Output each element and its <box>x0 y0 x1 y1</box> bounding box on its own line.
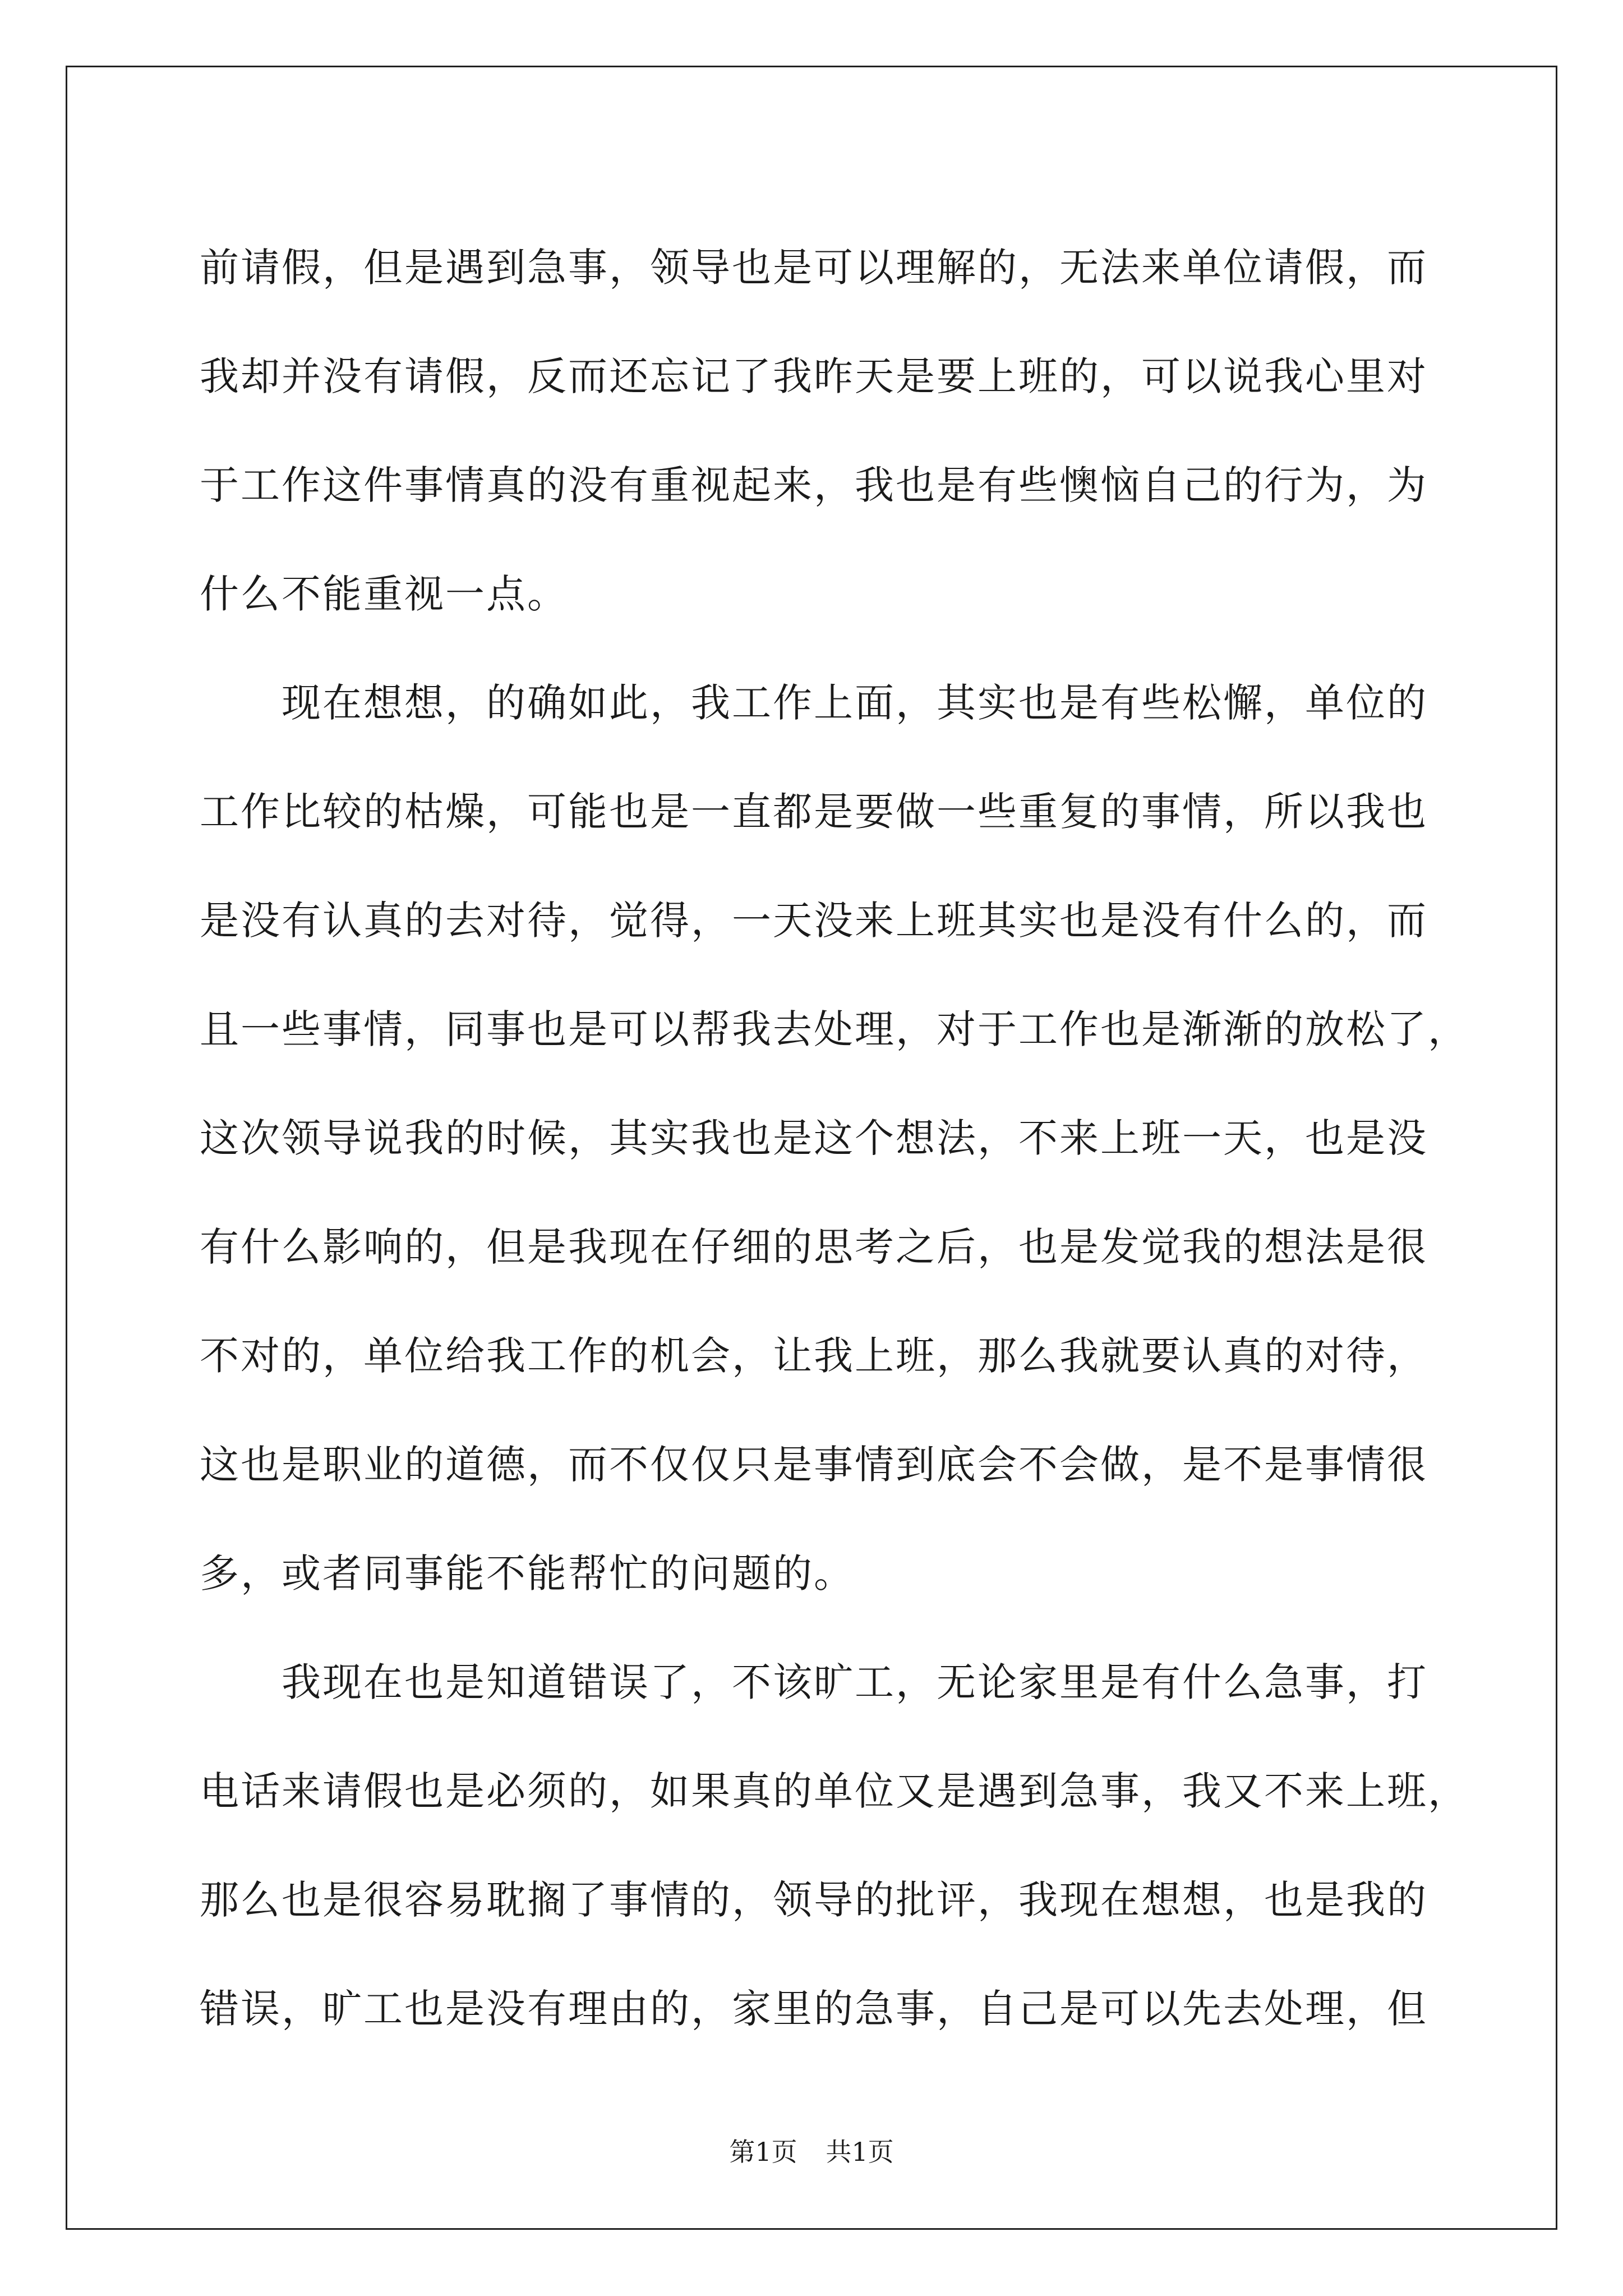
text-line: 什么不能重视一点。 <box>200 571 568 617</box>
text-line: 我现在也是知道错误了，不该旷工，无论家里是有什么急事，打 <box>200 1659 1428 1705</box>
text-line: 那么也是很容易耽搁了事情的，领导的批评，我现在想想，也是我的 <box>200 1877 1428 1923</box>
text-line: 这也是职业的道德，而不仅仅只是事情到底会不会做，是不是事情很 <box>200 1442 1428 1488</box>
text-line: 前请假，但是遇到急事，领导也是可以理解的，无法来单位请假，而 <box>200 245 1428 291</box>
page-total: 共1页 <box>826 2137 894 2167</box>
text-line: 多，或者同事能不能帮忙的问题的。 <box>200 1550 855 1596</box>
text-line: 错误，旷工也是没有理由的，家里的急事，自己是可以先去处理，但 <box>200 1986 1428 2032</box>
page-number: 第1页 <box>729 2137 797 2167</box>
text-line: 于工作这件事情真的没有重视起来，我也是有些懊恼自己的行为，为 <box>200 462 1428 508</box>
text-line: 不对的，单位给我工作的机会，让我上班，那么我就要认真的对待， <box>200 1333 1428 1379</box>
text-line: 这次领导说我的时候，其实我也是这个想法，不来上班一天，也是没 <box>200 1115 1428 1161</box>
page-footer <box>0 2132 1623 2169</box>
text-line: 是没有认真的去对待，觉得，一天没来上班其实也是没有什么的，而 <box>200 898 1428 944</box>
text-line: 且一些事情，同事也是可以帮我去处理，对于工作也是渐渐的放松了， <box>200 1006 1469 1052</box>
text-line: 有什么影响的，但是我现在仔细的思考之后，也是发觉我的想法是很 <box>200 1224 1428 1270</box>
document-body <box>200 213 1469 2063</box>
text-line: 电话来请假也是必须的，如果真的单位又是遇到急事，我又不来上班， <box>200 1768 1469 1814</box>
text-line: 工作比较的枯燥，可能也是一直都是要做一些重复的事情，所以我也 <box>200 789 1428 835</box>
text-line: 我却并没有请假，反而还忘记了我昨天是要上班的，可以说我心里对 <box>200 353 1428 399</box>
text-line: 现在想想，的确如此，我工作上面，其实也是有些松懈，单位的 <box>200 680 1428 726</box>
